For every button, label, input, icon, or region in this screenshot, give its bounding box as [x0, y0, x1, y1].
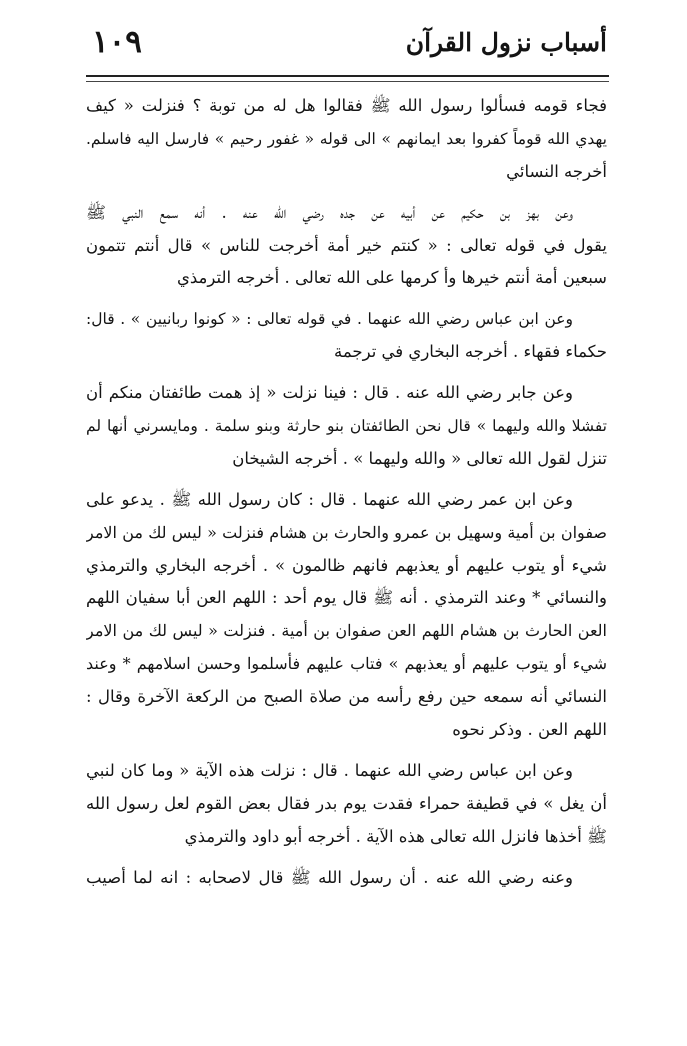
text-line: النسائي أنه سمعه حين رفع رأسه من صلاة الصبح من الركعة الآخرة وقال :	[86, 687, 607, 707]
text-line: شيء أو يتوب عليهم أو يعذبهم » فتاب عليهم فأسلموا وحسن اسلامهم * وعند	[86, 654, 607, 674]
text-line: اللهم العن . وذكر نحوه	[452, 720, 607, 740]
paragraph	[86, 377, 607, 476]
running-title: أسباب نزول القرآن	[405, 28, 607, 57]
text-line: وعن جابر رضي الله عنه . قال : فينا نزلت « إذ همت طائفتان منكم أن	[86, 383, 573, 403]
paragraph	[86, 862, 607, 895]
page-number: ١٠٩	[92, 24, 142, 60]
paragraph-gap	[86, 295, 607, 303]
paragraph-gap	[86, 476, 607, 484]
paragraph-gap	[86, 369, 607, 377]
paragraph	[86, 90, 607, 189]
text-line: وعن بهز بن حكيم عن أبيه عن جده رضي الله عنه . أنه سمع النبي ﷺ	[86, 202, 573, 222]
paragraph	[86, 197, 607, 296]
text-line: وعن ابن عباس رضي الله عنهما . قال : نزلت هذه الآية « وما كان لنبي	[86, 760, 573, 780]
text-line: والنسائي * وعند الترمذي . أنه ﷺ قال يوم أحد : اللهم العن أبا سفيان اللهم	[86, 588, 607, 608]
text-line: شيء أو يتوب عليهم أو يعذبهم فانهم ظالمون » . أخرجه البخاري والترمذي	[86, 555, 607, 575]
text-line: ﷺ أخذها فانزل الله تعالى هذه الآية . أخرجه أبو داود والترمذي	[184, 826, 607, 846]
text-line: العن الحارث بن هشام اللهم العن صفوان بن أمية . فنزلت « ليس لك من الامر	[86, 621, 607, 641]
header-rule-thick	[86, 75, 609, 77]
text-line: يقول في قوله تعالى : « كنتم خير أمة أخرجت للناس » قال أنتم تتمون	[86, 235, 607, 255]
header-rule-thin	[86, 81, 609, 82]
paragraph-gap	[86, 189, 607, 197]
text-line: حكماء فقهاء . أخرجه البخاري في ترجمة	[334, 342, 607, 362]
text-line: وعن ابن عمر رضي الله عنهما . قال : كان رسول الله ﷺ . يدعو على	[86, 489, 573, 509]
paragraph	[86, 755, 607, 854]
page-header	[92, 24, 607, 70]
text-line: صفوان بن أمية وسهيل بن عمرو والحارث بن هشام فنزلت « ليس لك من الامر	[86, 522, 607, 542]
text-line: تنزل لقول الله تعالى « والله وليهما » . أخرجه الشيخان	[232, 448, 607, 468]
text-line: سبعين أمة أنتم خيرها وأ كرمها على الله تعالى . أخرجه الترمذي	[176, 268, 607, 288]
paragraph-gap	[86, 747, 607, 755]
body-text	[86, 90, 607, 894]
text-line: وعن ابن عباس رضي الله عنهما . في قوله تعالى : « كونوا ربانيين » . قال:	[86, 310, 573, 329]
paragraph	[86, 484, 607, 747]
text-line: فجاء قومه فسألوا رسول الله ﷺ فقالوا هل له من توبة ؟ فنزلت « كيف	[86, 96, 607, 115]
text-line: وعنه رضي الله عنه . أن رسول الله ﷺ قال لاصحابه : انه لما أصيب	[86, 867, 573, 887]
text-line: تفشلا والله وليهما » قال نحن الطائفتان بنو حارثة وبنو سلمة . ومايسرني أنها لم	[86, 417, 607, 436]
paragraph-gap	[86, 854, 607, 862]
paragraph	[86, 303, 607, 369]
text-line: يهدي الله قوماً كفروا بعد ايمانهم » الى قوله « غفور رحيم » فارسل اليه فاسلم.	[86, 129, 607, 148]
text-line: أن يغل » في قطيفة حمراء فقدت يوم بدر فقال بعض القوم لعل رسول الله	[86, 793, 607, 813]
text-line: أخرجه النسائي	[506, 161, 607, 181]
